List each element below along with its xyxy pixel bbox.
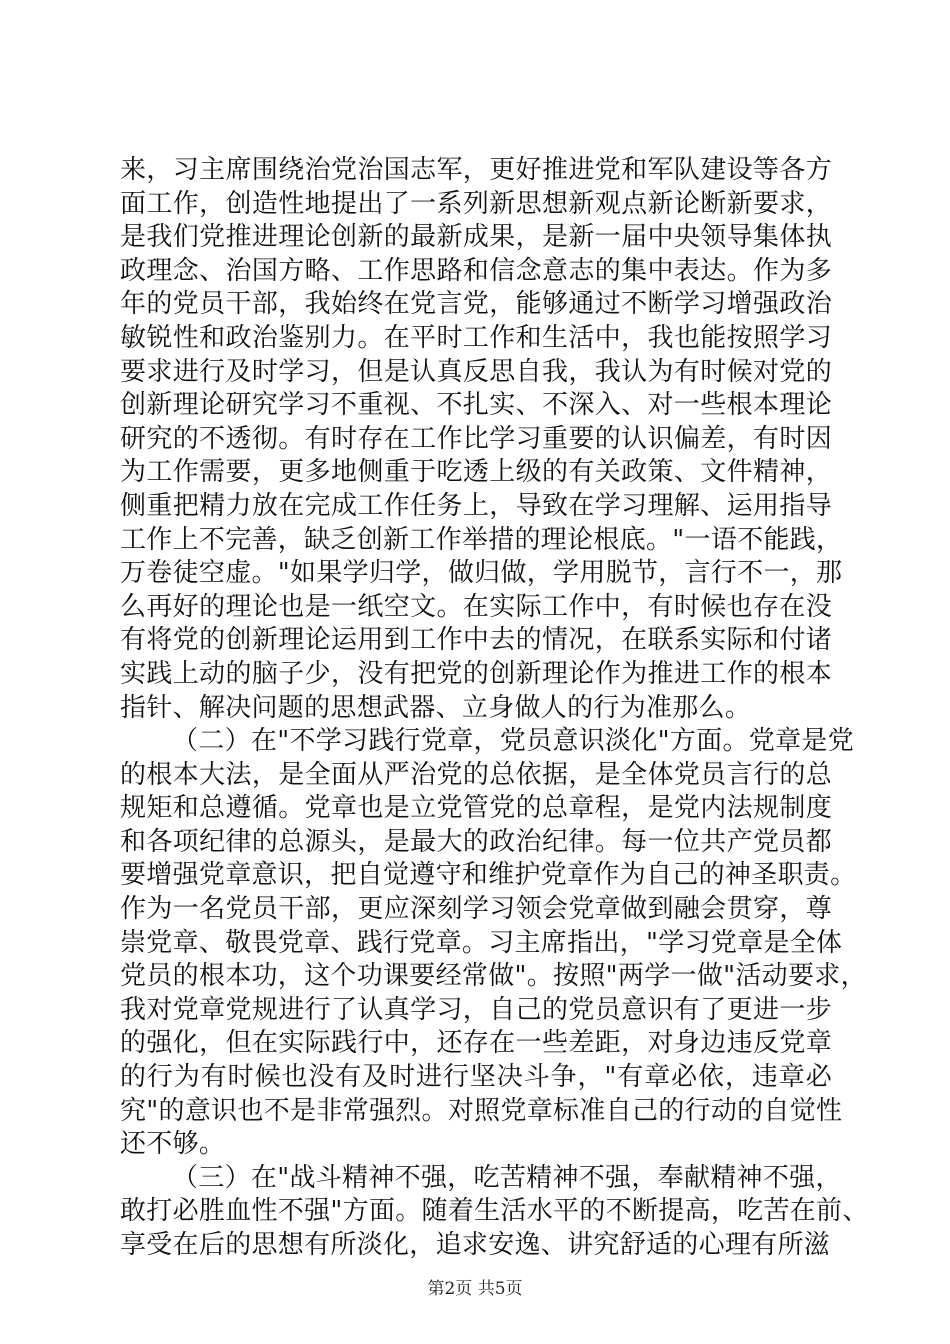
text-line: 研究的不透彻。有时存在工作比学习重要的认识偏差，有时因: [120, 423, 832, 454]
text-line: 为工作需要，更多地侧重于吃透上级的有关政策、文件精神，: [120, 457, 832, 488]
text-line: 万卷徒空虚。"如果学归学，做归做，学用脱节，言行不一，那: [120, 558, 843, 589]
text-line: 的行为有时候也没有及时进行坚决斗争，"有章必依，违章必: [120, 1062, 832, 1093]
text-line: 我对党章党规进行了认真学习，自己的党员意识有了更进一步: [120, 994, 832, 1025]
text-line: 和各项纪律的总源头，是最大的政治纪律。每一位共产党员都: [120, 826, 832, 857]
text-line: 规矩和总遵循。党章也是立党管党的总章程，是党内法规制度: [120, 793, 832, 824]
text-line: 指针、解决问题的思想武器、立身做人的行为准那么。: [120, 692, 752, 723]
paragraph: [120, 725, 867, 1162]
text-line: 侧重把精力放在完成工作任务上，导致在学习理解、运用指导: [120, 490, 832, 521]
text-line: 创新理论研究学习不重视、不扎实、不深入、对一些根本理论: [120, 390, 832, 421]
text-line: （二）在"不学习践行党章，党员意识淡化"方面。党章是党: [172, 726, 855, 757]
text-line: 面工作，创造性地提出了一系列新思想新观点新论断新要求，: [120, 188, 832, 219]
text-line: 作为一名党员干部，更应深刻学习领会党章做到融会贯穿，尊: [120, 894, 832, 925]
text-line: 党员的根本功，这个功课要经常做"。按照"两学一做"活动要求，: [120, 961, 867, 992]
body-text: [120, 154, 869, 1263]
text-line: 是我们党推进理论创新的最新成果，是新一届中央领导集体执: [120, 222, 832, 253]
text-line: 来，习主席围绕治党治国志军，更好推进党和军队建设等各方: [120, 155, 832, 185]
text-line: 么再好的理论也是一纸空文。在实际工作中，有时候也存在没: [120, 591, 832, 622]
page-footer: 第2页 共5页: [427, 1279, 523, 1299]
text-line: 享受在后的思想有所淡化，追求安逸、讲究舒适的心理有所滋: [120, 1230, 831, 1260]
text-line: 要求进行及时学习，但是认真反思自我，我认为有时候对党的: [120, 356, 832, 387]
text-line: 有将党的创新理论运用到工作中去的情况，在联系实际和付诸: [120, 625, 832, 656]
text-line: 工作上不完善，缺乏创新工作举措的理论根底。"一语不能践，: [120, 524, 843, 555]
text-line: 的根本大法，是全面从严治党的总依据，是全体党员言行的总: [120, 759, 832, 790]
text-line: （三）在"战斗精神不强，吃苦精神不强，奉献精神不强，: [172, 1162, 842, 1193]
text-line: 崇党章、敬畏党章、践行党章。习主席指出，"学习党章是全体: [120, 927, 843, 958]
text-line: 实践上动的脑子少，没有把党的创新理论作为推进工作的根本: [120, 658, 832, 689]
paragraph: [120, 154, 843, 725]
text-line: 政理念、治国方略、工作思路和信念意志的集中表达。作为多: [120, 255, 832, 286]
text-line: 还不够。: [120, 1129, 226, 1160]
text-line: 年的党员干部，我始终在党言党，能够通过不断学习增强政治: [120, 289, 832, 320]
text-line: 敢打必胜血性不强"方面。随着生活水平的不断提高，吃苦在前、: [120, 1196, 869, 1227]
text-line: 敏锐性和政治鉴别力。在平时工作和生活中，我也能按照学习: [120, 322, 832, 353]
paragraph: [120, 1162, 869, 1263]
text-line: 要增强党章意识，把自觉遵守和维护党章作为自己的神圣职责。: [120, 860, 857, 891]
text-line: 究"的意识也不是非常强烈。对照党章标准自己的行动的自觉性: [120, 1095, 843, 1126]
text-line: 的强化，但在实际践行中，还存在一些差距，对身边违反党章: [120, 1028, 832, 1059]
